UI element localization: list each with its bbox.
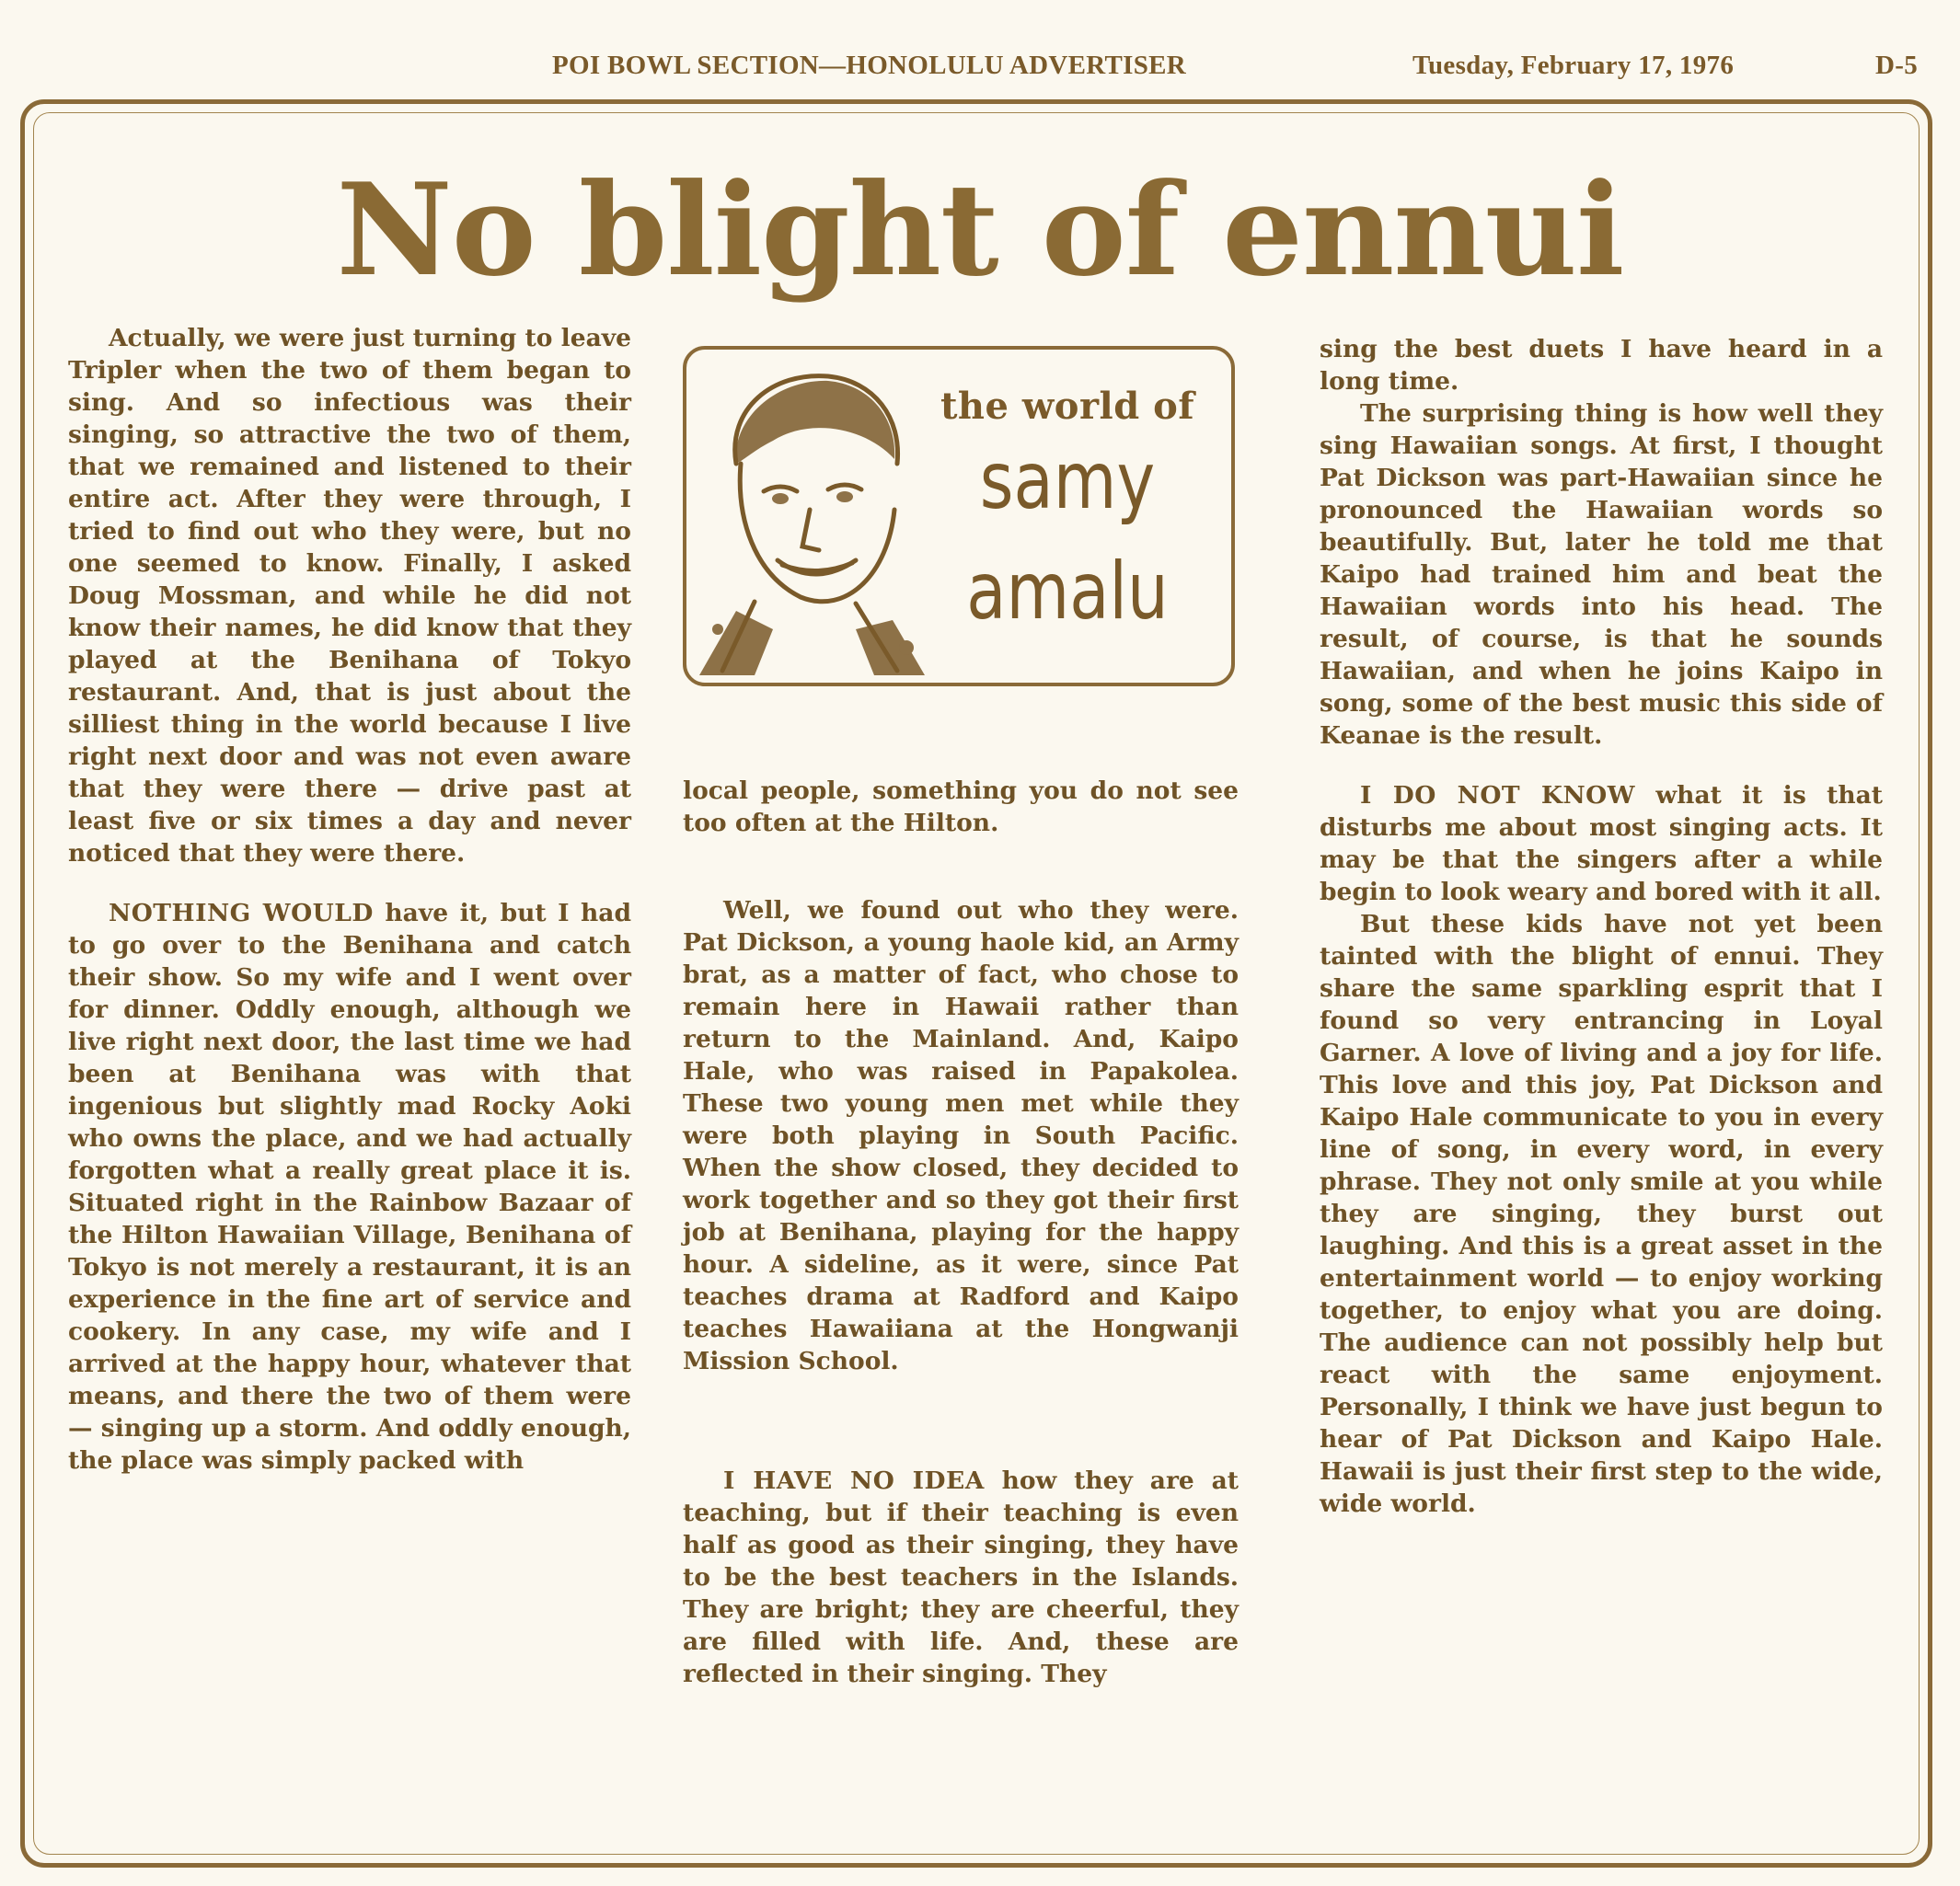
masthead-page: D-5 bbox=[1875, 51, 1919, 80]
paragraph-lead: I DO NOT KNOW bbox=[1360, 781, 1636, 810]
paragraph-lead: NOTHING WOULD bbox=[109, 899, 374, 927]
paragraph: Well, we found out who they were. Pat Dickson, a young haole kid, an Army brat, as a matter of fact, who chose to remain here in Hawaii rather than return to the Mainland. And, Kaipo Hale, who was raised in Papakolea. These two young men met while they were both playing in South Pacific. When the show closed, they decided to work together and so they got their first job at Benihana, playing for the happy hour. A sideline, as it were, since Pat teaches drama at Radford and Kaipo teaches Hawaiiana at the Hongwanji Mission School. bbox=[683, 896, 1239, 1375]
masthead-section: POI BOWL SECTION—HONOLULU ADVERTISER bbox=[552, 51, 1187, 80]
author-portrait bbox=[699, 353, 925, 675]
article-column-3 bbox=[1320, 333, 1883, 1520]
column-logo-prefix: the world of bbox=[940, 385, 1195, 428]
paragraph-body: what it is that disturbs me about most singing acts. It may be that the singers after a while begin to look weary and bored with it all. bbox=[1320, 781, 1884, 906]
paragraph-lead: I HAVE NO IDEA bbox=[723, 1466, 985, 1495]
paragraph: local people, something you do not see too often at the Hilton. bbox=[683, 776, 1239, 837]
masthead bbox=[552, 51, 1932, 91]
paragraph bbox=[68, 897, 631, 1477]
column-logo-first-name: samy bbox=[979, 435, 1156, 527]
paragraph bbox=[683, 1465, 1239, 1690]
article-column-2 bbox=[683, 775, 1239, 1690]
masthead-date: Tuesday, February 17, 1976 bbox=[1412, 51, 1735, 80]
column-logo-last-name: amalu bbox=[966, 546, 1169, 638]
paragraph bbox=[1320, 779, 1883, 908]
paragraph: The surprising thing is how well they sing Hawaiian songs. At first, I thought Pat Dickson was part-Hawaiian since he pronounced the Hawaiian words so beautifully. But, later he told me that Kaipo had trained him and beat the Hawaiian words into his head. The result, of course, is that he sounds Hawaiian, and when he joins Kaipo in song, some of the best music this side of Keanae is the result. bbox=[1320, 399, 1883, 750]
paragraph-body: have it, but I had to go over to the Benihana and catch their show. So my wife and I went over for dinner. Oddly enough, although we live right next door, the last time we had been at Benihana was with that ingenious but slightly mad Rocky Aoki who owns the place, and we had actually forgotten what a really great place it is. Situated right in the Rainbow Bazaar of the Hilton Hawaiian Village, Benihana of Tokyo is not merely a restaurant, it is an experience in the fine art of service and cookery. In any case, my wife and I arrived at the happy hour, whatever that means, and there the two of them were — singing up a storm. And oddly enough, the place was simply packed with bbox=[68, 899, 632, 1475]
headline: No blight of ennui bbox=[336, 155, 1624, 305]
paragraph-body: how they are at teaching, but if their teaching is even half as good as their singing, they have to be the best teachers in the Islands. They are bright; they are cheerful, they are filled with life. And, these are reflected in their singing. They bbox=[683, 1466, 1239, 1688]
paragraph: Actually, we were just turning to leave Tripler when the two of them began to sing. And so infectious was their singing, so attractive the two of them, that we remained and listened to their entire act. After they were through, I tried to find out who they were, but no one seemed to know. Finally, I asked Doug Mossman, and while he did not know their names, he did know that they played at the Benihana of Tokyo restaurant. And, that is just about the silliest thing in the world because I live right next door and was not even aware that they were there — drive past at least five or six times a day and never noticed that they were there. bbox=[68, 324, 632, 868]
article-column-1 bbox=[68, 322, 631, 1477]
paragraph: sing the best duets I have heard in a long time. bbox=[1320, 335, 1883, 396]
paragraph: But these kids have not yet been tainted with the blight of ennui. They share the same sparkling esprit that I found so very entrancing in Loyal Garner. A love of living and a joy for life. This love and this joy, Pat Dickson and Kaipo Hale communicate to you in every line of song, in every word, in every phrase. They not only smile at you while they are singing, they burst out laughing. And this is a great asset in the entertainment world — to enjoy working together, to enjoy what you are doing. The audience can not possibly help but react with the same enjoyment. Personally, I think we have just begun to hear of Pat Dickson and Kaipo Hale. Hawaii is just their first step to the wide, wide world. bbox=[1320, 910, 1883, 1518]
